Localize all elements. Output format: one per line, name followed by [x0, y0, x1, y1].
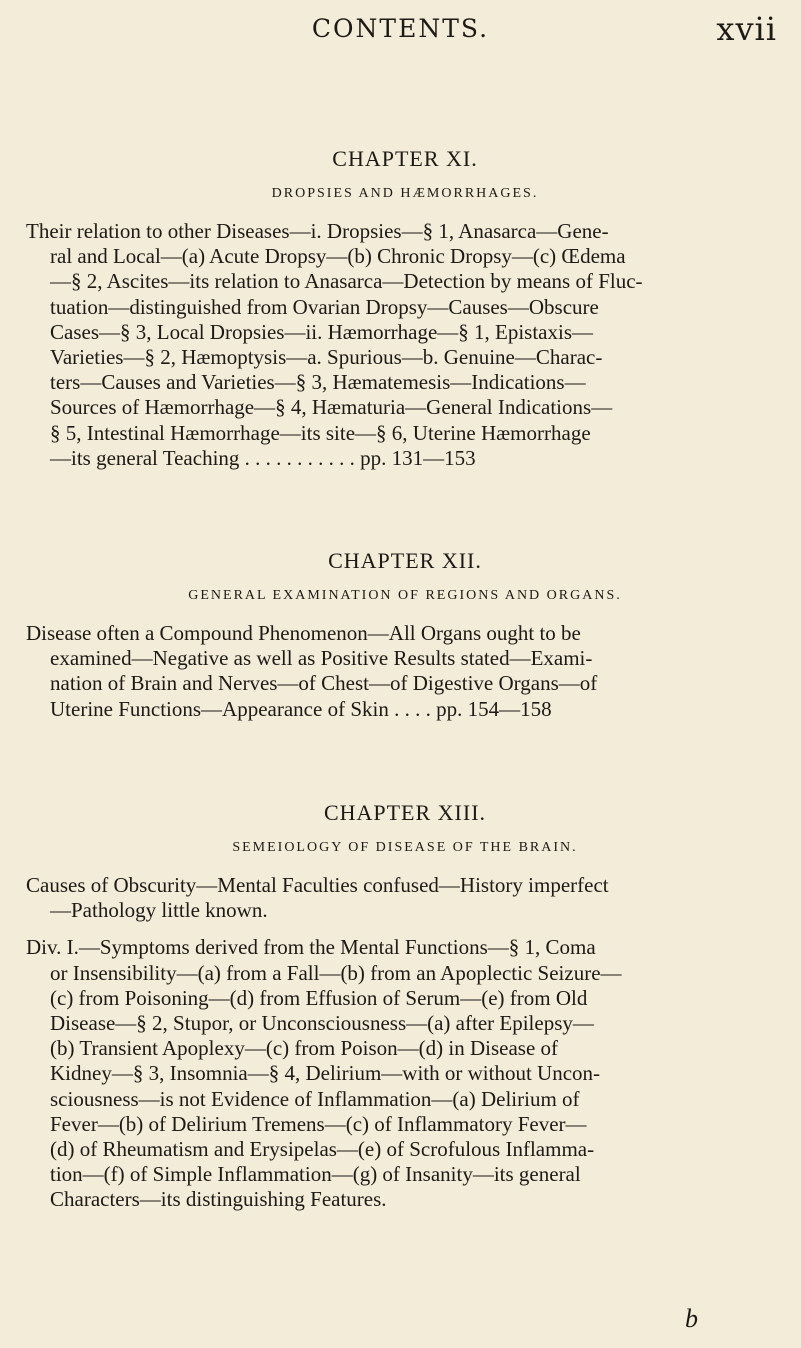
text-line: Fever—(b) of Delirium Tremens—(c) of Inflammatory Fever— [50, 1111, 587, 1136]
chapter-summary [26, 621, 784, 722]
text-line: Kidney—§ 3, Insomnia—§ 4, Delirium—with or without Uncon- [50, 1061, 601, 1086]
text-line: or Insensibility—(a) from a Fall—(b) from an Apoplectic Seizure— [50, 960, 622, 985]
text-line: Div. I.—Symptoms derived from the Mental Functions—§ 1, Coma [26, 935, 596, 960]
text-line: —its general Teaching . . . . . . . . . . . pp. 131—153 [50, 445, 476, 470]
chapter-subtitle: GENERAL EXAMINATION OF REGIONS AND ORGANS. [188, 588, 622, 603]
text-line: examined—Negative as well as Positive Results stated—Exami- [50, 646, 593, 671]
text-line: Sources of Hæmorrhage—§ 4, Hæmaturia—General Indications— [50, 395, 613, 420]
text-line: Disease—§ 2, Stupor, or Unconsciousness—(a) after Epilepsy— [50, 1011, 594, 1036]
header-title: CONTENTS. [311, 14, 490, 43]
text-line: Disease often a Compound Phenomenon—All Organs ought to be [26, 621, 581, 645]
text-line: nation of Brain and Nerves—of Chest—of Digestive Organs—of [50, 671, 598, 696]
text-line: —§ 2, Ascites—its relation to Anasarca—Detection by means of Fluc- [50, 269, 643, 294]
chapter-xii [26, 548, 784, 722]
text-line: Varieties—§ 2, Hæmoptysis—a. Spurious—b. Genuine—Charac- [50, 345, 603, 370]
text-line: Causes of Obscurity—Mental Faculties confused—History imperfect [26, 873, 609, 897]
text-line: tuation—distinguished from Ovarian Dropsy—Causes—Obscure [50, 294, 599, 319]
chapter-title: CHAPTER XIII. [323, 800, 487, 825]
text-line: ters—Causes and Varieties—§ 3, Hæmatemesis—Indications— [50, 370, 586, 395]
text-line: § 5, Intestinal Hæmorrhage—its site—§ 6, Uterine Hæmorrhage [50, 420, 591, 445]
text-line: sciousness—is not Evidence of Inflammation—(a) Delirium of [50, 1086, 580, 1111]
text-line: (b) Transient Apoplexy—(c) from Poison—(d) in Disease of [50, 1036, 559, 1061]
chapter-xiii [26, 800, 784, 1213]
text-line: Uterine Functions—Appearance of Skin . . . . pp. 154—158 [50, 696, 552, 721]
chapter-intro [26, 873, 784, 923]
signature-mark: b [685, 1304, 698, 1333]
text-line: Their relation to other Diseases—i. Dropsies—§ 1, Anasarca—Gene- [26, 219, 609, 243]
text-line: Cases—§ 3, Local Dropsies—ii. Hæmorrhage—§ 1, Epistaxis— [50, 319, 594, 344]
chapter-xi [26, 146, 784, 471]
chapter-title: CHAPTER XII. [328, 548, 482, 573]
text-line: Characters—its distinguishing Features. [50, 1187, 387, 1212]
text-line: (d) of Rheumatism and Erysipelas—(e) of Scrofulous Inflamma- [50, 1137, 595, 1162]
text-line: (c) from Poisoning—(d) from Effusion of Serum—(e) from Old [50, 985, 588, 1010]
chapter-subtitle: SEMEIOLOGY OF DISEASE OF THE BRAIN. [232, 840, 578, 855]
chapter-title: CHAPTER XI. [332, 146, 478, 171]
text-line: tion—(f) of Simple Inflammation—(g) of Insanity—its general [50, 1162, 581, 1187]
text-line: —Pathology little known. [50, 898, 268, 923]
division-one [26, 935, 784, 1212]
chapter-subtitle: DROPSIES AND HÆMORRHAGES. [271, 186, 539, 201]
chapter-summary [26, 219, 784, 471]
page-number: xvii [716, 10, 777, 48]
text-line: ral and Local—(a) Acute Dropsy—(b) Chronic Dropsy—(c) Œdema [50, 244, 626, 269]
running-header [0, 10, 801, 54]
